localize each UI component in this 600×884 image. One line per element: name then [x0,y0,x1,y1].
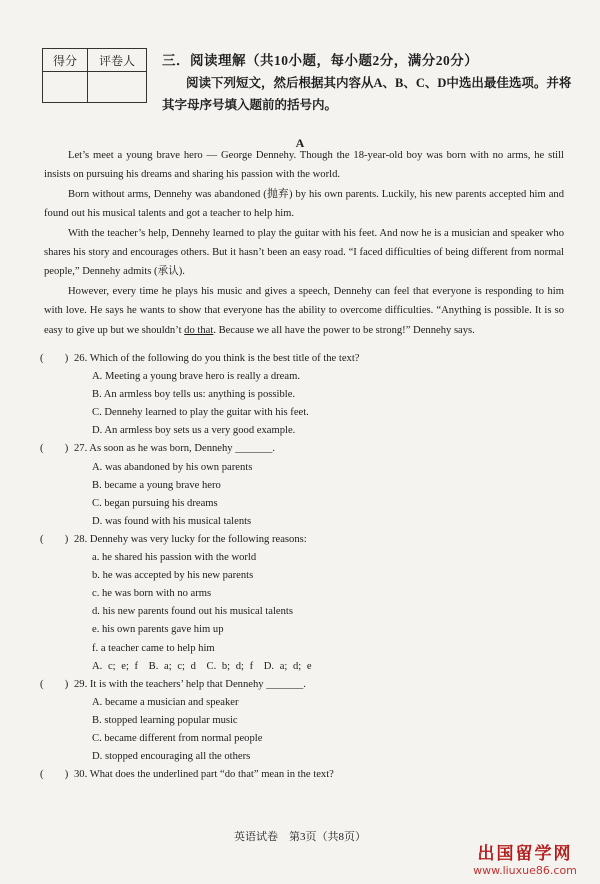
question-stem: 30. What does the underlined part “do that” mean in the text? [74,769,334,781]
reason-item: e. his own parents gave him up [92,624,224,636]
answer-blank[interactable]: ( ) [40,443,69,455]
score-box [42,48,147,103]
question-27 [40,440,570,458]
page-footer: 英语试卷 第3页（共8页） [234,831,366,843]
passage-title: A [295,136,305,150]
score-label: 得分 [43,49,88,72]
watermark-url: www.liuxue86.com [473,864,577,877]
reason-item: a. he shared his passion with the world [92,552,257,564]
option: A. was abandoned by his own parents [92,461,253,473]
passage [44,146,564,340]
paragraph: With the teacher’s help, Dennehy learned to play the guitar with his feet. And now he is a musician and speaker who shares his story and encourages others. But it hasn’t been an easy road. “I faced difficulties of being different from normal people,” Dennehy admits (承认). [44,227,564,278]
option: D. was found with his musical talents [92,515,252,527]
score-cell [43,72,88,103]
option-choices: A. c; e; f B. a; c; d C. b; d; f D. a; d; e [92,660,312,672]
answer-blank[interactable]: ( ) [40,353,69,364]
answer-blank[interactable]: ( ) [40,678,69,690]
section-title: 三．阅读理解（共10小题，每小题2分，满分20分） [162,53,479,68]
reason-item: f. a teacher came to help him [92,642,215,654]
question-30 [40,766,570,784]
grader-cell [88,72,147,103]
question-stem: 29. It is with the teachers’ help that Dennehy _______. [74,678,306,690]
section-instructions: 阅读下列短文，然后根据其内容从A、B、C、D中选出最佳选项。并将其字母序号填入题前的括号内。 [162,76,572,112]
option: B. stopped learning popular music [92,714,238,726]
option: B. An armless boy tells us: anything is possible. [92,389,296,401]
paragraph [44,282,564,340]
underlined-phrase: do that [184,324,214,336]
option: D. An armless boy sets us a very good example. [92,425,296,437]
reason-item: c. he was born with no arms [92,588,212,600]
question-stem: 26. Which of the following do you think is the best title of the text? [74,353,360,364]
option: C. began pursuing his dreams [92,497,218,509]
site-watermark [460,844,590,878]
option: A. Meeting a young brave hero is really a dream. [92,371,300,383]
answer-blank[interactable]: ( ) [40,769,69,781]
option: A. became a musician and speaker [92,696,239,708]
reason-item: b. he was accepted by his new parents [92,570,254,582]
paragraph: Born without arms, Dennehy was abandoned (抛弃) by his own parents. Luckily, his new parents accepted him and found out his musical talents and got a teacher to help him. [44,188,564,220]
question-26 [40,350,570,368]
option: D. stopped encouraging all the others [92,751,251,763]
paragraph-text: . Because we all have the power to be strong!” Dennehy says. [213,324,475,336]
question-28 [40,531,570,549]
grader-label: 评卷人 [88,49,147,72]
question-stem: 28. Dennehy was very lucky for the following reasons: [74,533,307,545]
option: C. became different from normal people [92,732,263,744]
paragraph-text: However, every time he plays his music and gives a speech, Dennehy can feel that everyone is responding to him with love. He says he wants to show that everyone has the ability to overcome difficulties. “Anything is possible. It is so easy to give up but we shouldn’t [44,285,564,336]
question-list [40,350,570,784]
answer-blank[interactable]: ( ) [40,533,69,545]
question-stem: 27. As soon as he was born, Dennehy _______. [74,443,275,455]
watermark-name: 出国留学网 [477,844,573,864]
paragraph: Let’s meet a young brave hero — George Dennehy. Though the 18-year-old boy was born with no arms, he still insists on pursuing his dreams and sharing his passion with the world. [44,150,564,181]
option: C. Dennehy learned to play the guitar with his feet. [92,407,309,419]
reason-item: d. his new parents found out his musical talents [92,606,293,618]
option: B. became a young brave hero [92,479,221,491]
question-29 [40,676,570,694]
